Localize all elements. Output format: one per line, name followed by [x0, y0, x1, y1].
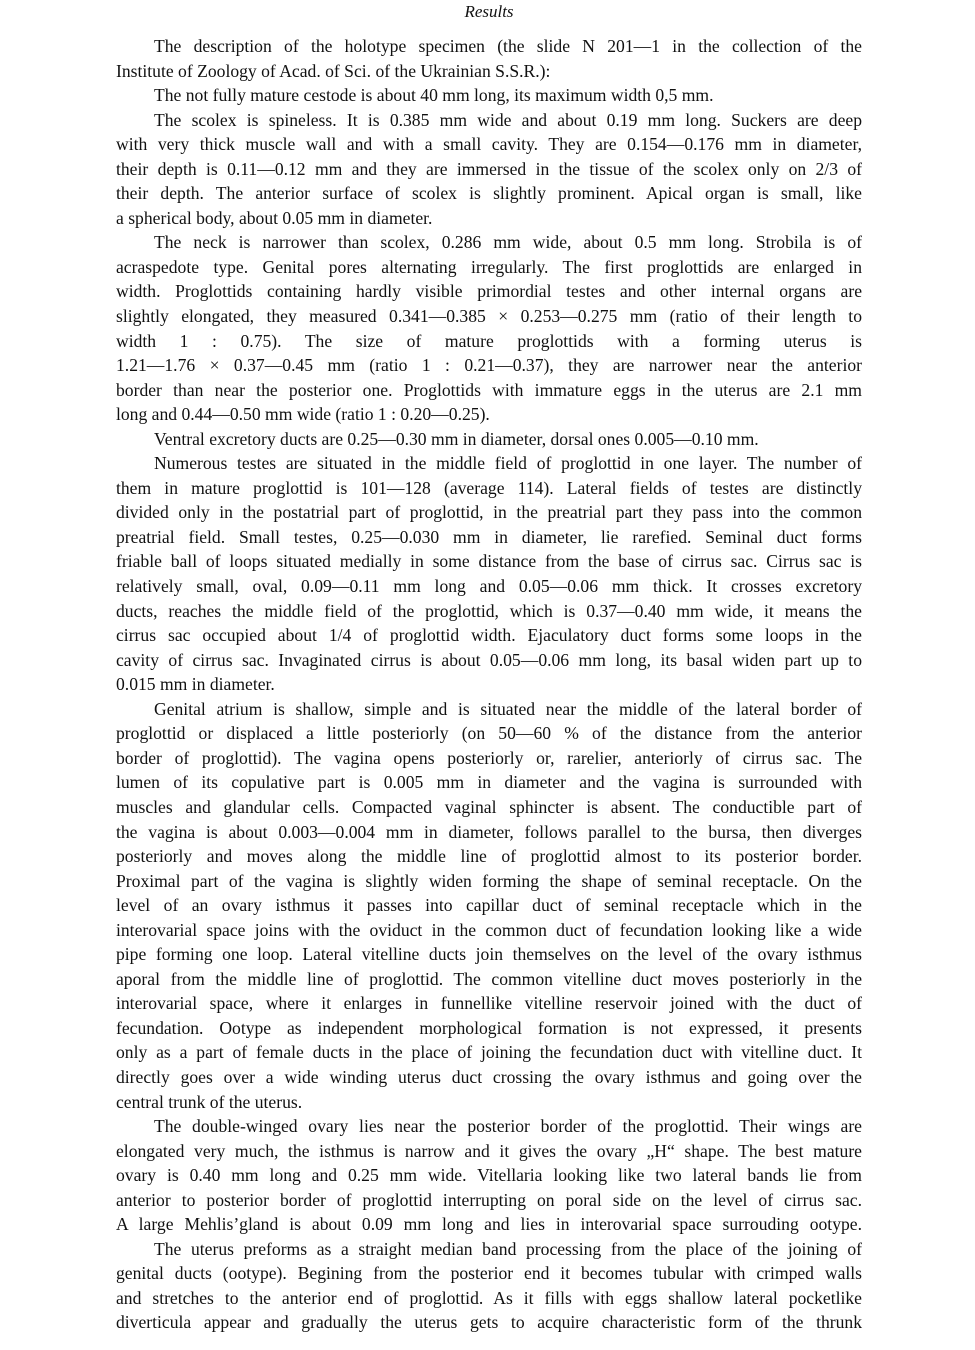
text-line: slightly elongated, they measured 0.341—0.385 × 0.253—0.275 mm (ratio of their length to [116, 306, 862, 327]
text-line: 0.015 mm in diameter. [116, 674, 275, 695]
text-line: only as a part of female ducts in the place of joining the fecundation duct with vitelline duct. It [116, 1042, 862, 1063]
text-line: The neck is narrower than scolex, 0.286 mm wide, about 0.5 mm long. Strobila is of [154, 232, 862, 253]
text-line: Institute of Zoology of Acad. of Sci. of the Ukrainian S.S.R.): [116, 60, 551, 81]
text-line: interovarial space, where it enlarges in funnellike vitelline reservoir joined with the duct of [116, 993, 862, 1014]
section-title: Results [464, 2, 514, 21]
text-line: friable ball of loops situated medially in some distance from the base of cirrus sac. Cirrus sac is [116, 551, 862, 572]
text-line: divided only in the postatrial part of proglottid, in the preatrial part they pass into the common [116, 502, 862, 523]
text-line: border than near the posterior one. Proglottids with immature eggs in the uterus are 2.1 mm [116, 379, 862, 400]
text-line: level of an ovary isthmus it passes into capillar duct of seminal receptacle which in the [116, 895, 862, 916]
text-line: lumen of its copulative part is 0.005 mm in diameter and the vagina is surrounded with [116, 772, 862, 793]
text-line: cirrus sac occupied about 1/4 of proglottid width. Ejaculatory duct forms some loops in the [116, 625, 862, 646]
text-line: interovarial space joins with the oviduct in the common duct of fecundation looking like a wide [116, 919, 862, 940]
text-line: cavity of cirrus sac. Invaginated cirrus is about 0.05—0.06 mm long, its basal widen part up to [116, 649, 862, 670]
text-line: width 1 : 0.75). The size of mature proglottids with a forming uterus is [116, 330, 862, 351]
text-line: The uterus preforms as a straight median band processing from the place of the joining of [154, 1238, 862, 1259]
paragraph-excretory-ducts [116, 427, 862, 452]
text-line: diverticula appear and gradually the uterus gets to acquire characteristic form of the thrunk [116, 1312, 862, 1333]
text-line: them in mature proglottid is 101—128 (average 114). Lateral fields of testes are distinctly [116, 477, 862, 498]
paragraph-uterus [116, 1237, 862, 1335]
text-line: The not fully mature cestode is about 40 mm long, its maximum width 0,5 mm. [154, 85, 714, 106]
text-line: anterior to posterior border of proglottid interrupting on poral side on the level of cirrus sac. [116, 1189, 862, 1210]
text-line: pipe forming one loop. Lateral vitelline ducts join themselves on the level of the ovary isthmus [116, 944, 862, 965]
paragraph-neck-strobila [116, 230, 862, 426]
text-line: posteriorly and moves along the middle line of proglottid almost to its posterior border. [116, 846, 862, 867]
text-line: their depth. The anterior surface of scolex is slightly prominent. Apical organ is small, like [116, 183, 862, 204]
text-line: The description of the holotype specimen (the slide N 201—1 in the collection of the [154, 36, 862, 56]
text-line: ducts, reaches the middle field of the proglottid, which is 0.37—0.40 mm wide, it means the [116, 600, 862, 621]
paragraph-genital-atrium [116, 697, 862, 1114]
text-line: elongated very much, the isthmus is narrow and it gives the ovary „H“ shape. The best mature [116, 1140, 862, 1161]
text-line: a spherical body, about 0.05 mm in diameter. [116, 207, 433, 228]
text-line: their depth is 0.11—0.12 mm and they are immersed in the tissue of the scolex only on 2/3 of [116, 158, 862, 179]
text-line: The double-winged ovary lies near the posterior border of the proglottid. Their wings are [154, 1116, 862, 1137]
paragraph-ovary [116, 1114, 862, 1237]
text-line: Proximal part of the vagina is slightly widen forming the shape of seminal receptacle. On the [116, 870, 862, 891]
body-text [116, 34, 862, 1335]
text-line: width. Proglottids containing hardly visible primordial testes and other internal organs are [116, 281, 862, 302]
text-line: long and 0.44—0.50 mm wide (ratio 1 : 0.20—0.25). [116, 404, 490, 425]
text-line: central trunk of the uterus. [116, 1091, 303, 1112]
paragraph-cestode-size [116, 83, 862, 108]
text-line: preatrial field. Small testes, 0.25—0.030 mm in diameter, lie rarefied. Seminal duct forms [116, 526, 862, 547]
text-line: with very thick muscle wall and with a small cavity. They are 0.154—0.176 mm in diameter, [116, 134, 862, 155]
text-line: Numerous testes are situated in the middle field of proglottid in one layer. The number of [154, 453, 862, 474]
text-line: The scolex is spineless. It is 0.385 mm wide and about 0.19 mm long. Suckers are deep [154, 109, 862, 130]
text-line: aporal from the middle line of proglottid. The common vitelline duct moves posteriorly in the [116, 968, 862, 989]
text-line: directly goes over a wide winding uterus duct crossing the ovary isthmus and going over the [116, 1066, 862, 1087]
text-line: A large Mehlis’gland is about 0.09 mm long and lies in interovarial space surrouding ootype. [116, 1214, 862, 1235]
text-line: acraspedote type. Genital pores alternating irregularly. The first proglottids are enlarged in [116, 256, 862, 277]
text-line: proglottid or displaced a little posteriorly (on 50—60 % of the distance from the anterior [116, 723, 862, 744]
paragraph-scolex [116, 108, 862, 231]
text-line: the vagina is about 0.003—0.004 mm in diameter, follows parallel to the bursa, then diverges [116, 821, 862, 842]
text-line: ovary is 0.40 mm long and 0.25 mm wide. Vitellaria looking like two lateral bands lie from [116, 1165, 862, 1186]
text-line: border of proglottid). The vagina opens posteriorly or, rarelier, anteriorly of cirrus sac. The [116, 747, 862, 768]
text-line: and stretches to the anterior end of proglottid. As it fills with eggs shallow lateral pocketlike [116, 1287, 862, 1308]
text-line: relatively small, oval, 0.09—0.11 mm long and 0.05—0.06 mm thick. It crosses excretory [116, 576, 862, 597]
text-line: Ventral excretory ducts are 0.25—0.30 mm in diameter, dorsal ones 0.005—0.10 mm. [154, 428, 759, 449]
text-line: fecundation. Ootype as independent morphological formation is not expressed, it presents [116, 1017, 862, 1038]
text-line: genital ducts (ootype). Begining from the posterior end it becomes tubular with crimped walls [116, 1263, 862, 1284]
text-line: muscles and glandular cells. Compacted vaginal sphincter is absent. The conductible part of [116, 796, 862, 817]
text-line: Genital atrium is shallow, simple and is situated near the middle of the lateral border of [154, 698, 862, 719]
paragraph-holotype [116, 34, 862, 83]
text-line: 1.21—1.76 × 0.37—0.45 mm (ratio 1 : 0.21—0.37), they are narrower near the anterior [116, 355, 862, 376]
paragraph-testes [116, 451, 862, 696]
